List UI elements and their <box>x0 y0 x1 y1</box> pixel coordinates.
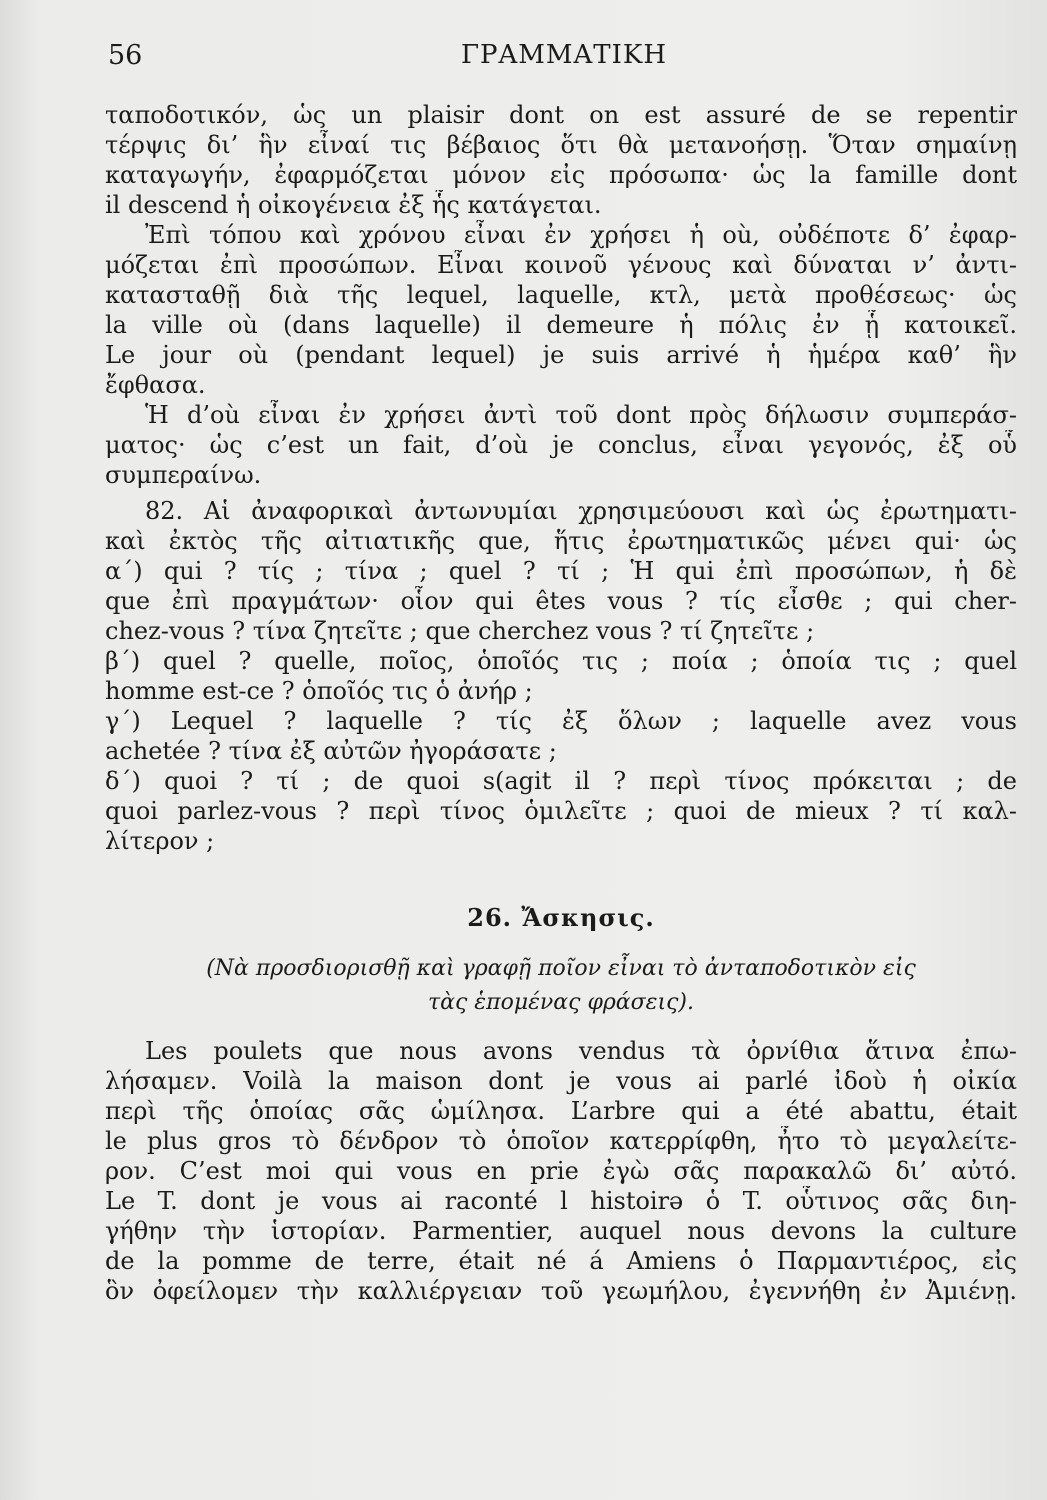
text-line: achetée ? τίνα ἐξ αὐτῶν ἠγοράσατε ; <box>105 737 557 765</box>
exercise-line: λήσαμεν. Voilà la maison dont je vous ai parlé ἰδοὺ ἡ οἰκία <box>105 1067 1017 1095</box>
page-number: 56 <box>108 40 143 71</box>
text-line: la ville où (dans laquelle) il demeure ἡ πόλις ἐν ᾗ κατοικεῖ. <box>105 311 1017 339</box>
text-line: ἔφθασα. <box>105 371 206 399</box>
text-line: συμπεραίνω. <box>105 461 262 489</box>
text-line: τέρψις δι’ ἣν εἶναί τις βέβαιος ὅτι θὰ μετανοήσῃ. Ὅταν σημαίνῃ <box>105 131 1017 159</box>
text-line: chez-vous ? τίνα ζητεῖτε ; que cherchez vous ? τί ζητεῖτε ; <box>105 617 815 645</box>
exercise-instruction <box>105 952 1017 1020</box>
text-line: ματος· ὡς c’est un fait, d’où je conclus, εἶναι γεγονός, ἐξ οὗ <box>105 431 1017 459</box>
exercise-line: περὶ τῆς ὁποίας σᾶς ὡμίλησα. L’arbre qui a été abattu, était <box>105 1097 1017 1125</box>
instruction-line: τὰς ἑπομένας φράσεις). <box>427 990 695 1015</box>
text-line: γ΄) Lequel ? laquelle ? τίς ἐξ ὅλων ; laquelle avez vous <box>105 707 1017 735</box>
grammar-paragraphs <box>105 100 1017 856</box>
text-line: β΄) quel ? quelle, ποῖος, ὁποῖός τις ; ποία ; ὁποία τις ; quel <box>105 647 1017 675</box>
text-line: καταγωγήν, ἐφαρμόζεται μόνον εἰς πρόσωπα· ὡς la famille dont <box>105 161 1017 189</box>
text-line: ταποδοτικόν, ὡς un plaisir dont on est assuré de se repentir <box>105 101 1017 129</box>
text-line: homme est-ce ? ὁποῖός τις ὁ ἀνήρ ; <box>105 677 533 705</box>
text-line: α΄) qui ? τίς ; τίνα ; quel ? τί ; Ἡ qui ἐπὶ προσώπων, ἡ δὲ <box>105 557 1017 585</box>
text-line: quoi parlez-vous ? περὶ τίνος ὁμιλεῖτε ; quoi de mieux ? τί καλ- <box>105 797 1017 825</box>
exercise-line: ρον. C’est moi qui vous en prie ἐγὼ σᾶς παρακαλῶ δι’ αὐτό. <box>105 1157 1017 1185</box>
instruction-line: (Νὰ προσδιορισθῇ καὶ γραφῇ ποῖον εἶναι τὸ ἀνταποδοτικὸν εἰς <box>206 956 916 981</box>
exercise-line: Le T. dont je vous ai raconté l histoirə ὁ T. οὗτινος σᾶς διη- <box>105 1187 1017 1215</box>
exercise-line: le plus gros τὸ δένδρον τὸ ὁποῖον κατερρίφθη, ἦτο τὸ μεγαλείτε- <box>105 1127 1017 1155</box>
text-line: Ἡ d’où εἶναι ἐν χρήσει ἀντὶ τοῦ dont πρὸς δήλωσιν συμπεράσ- <box>145 401 1017 429</box>
page-body <box>105 100 1017 1306</box>
text-line: δ΄) quoi ? τί ; de quoi s(agit il ? περὶ τίνος πρόκειται ; de <box>105 767 1017 795</box>
exercise-text <box>105 1036 1017 1306</box>
text-line: que ἐπὶ πραγμάτων· οἷον qui êtes vous ? τίς εἶσθε ; qui cher- <box>105 587 1017 615</box>
text-line: Ἐπὶ τόπου καὶ χρόνου εἶναι ἐν χρήσει ἡ où, οὐδέποτε δ’ ἐφαρ- <box>145 221 1017 249</box>
section-82-line: 82. Αἱ ἀναφορικαὶ ἀντωνυμίαι χρησιμεύουσι καὶ ὡς ἐρωτηματι- <box>145 497 1017 525</box>
text-line: μόζεται ἐπὶ προσώπων. Εἶναι κοινοῦ γένους καὶ δύναται ν’ ἀντι- <box>105 251 1017 279</box>
text-line: κατασταθῇ διὰ τῆς lequel, laquelle, κτλ, μετὰ προθέσεως· ὡς <box>105 281 1017 309</box>
text-line: καὶ ἐκτὸς τῆς αἰτιατικῆς que, ἥτις ἐρωτηματικῶς μένει qui· ὡς <box>105 527 1017 555</box>
exercise-line: Les poulets que nous avons vendus τὰ ὀρνίθια ἅτινα ἐπω- <box>145 1037 1017 1065</box>
exercise-line: ὃν ὀφείλομεν τὴν καλλιέργειαν τοῦ γεωμήλου, ἐγεννήθη ἐν Ἀμιένῃ. <box>105 1277 1017 1305</box>
exercise-line: γήθην τὴν ἱστορίαν. Parmentier, auquel nous devons la culture <box>105 1217 1017 1245</box>
exercise-line: de la pomme de terre, était né á Amiens ὁ Παρμαντιέρος, εἰς <box>105 1247 1017 1275</box>
exercise-title: 26. Ἄσκησις. <box>467 903 655 932</box>
text-line: il descend ἡ οἰκογένεια ἐξ ἧς κατάγεται. <box>105 191 602 219</box>
text-line: λίτερον ; <box>105 827 215 855</box>
text-line: Le jour où (pendant lequel) je suis arrivé ἡ ἡμέρα καθ’ ἣν <box>105 341 1017 369</box>
page-header <box>108 40 1020 80</box>
running-head-title: ΓΡΑΜΜΑΤΙΚΗ <box>460 40 668 70</box>
